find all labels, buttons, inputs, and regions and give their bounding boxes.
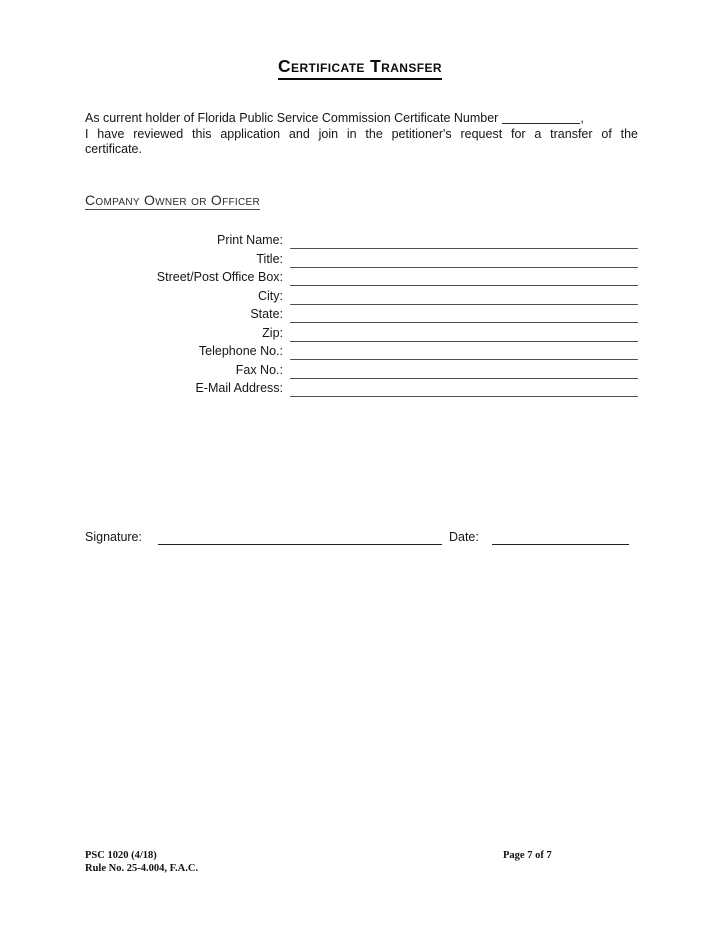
footer-form-number: PSC 1020 (4/18)	[85, 850, 157, 861]
field-label-state: State:	[250, 307, 283, 322]
signature-label: Signature:	[85, 530, 142, 544]
field-line-street-post-office-box[interactable]	[290, 268, 638, 286]
footer-rule-number: Rule No. 25-4.004, F.A.C.	[85, 863, 199, 874]
page-title: Certificate Transfer	[278, 56, 442, 80]
field-label-print-name: Print Name:	[217, 233, 283, 248]
form-fields	[85, 231, 638, 397]
signature-line[interactable]	[158, 529, 442, 545]
title-row	[0, 56, 720, 80]
intro-paragraph	[85, 111, 638, 158]
intro-line-1-comma: ,	[580, 111, 584, 125]
field-line-zip[interactable]	[290, 323, 638, 341]
intro-line-1	[85, 111, 638, 127]
field-label-title: Title:	[256, 251, 283, 266]
field-row-city	[85, 286, 638, 304]
field-row-zip	[85, 323, 638, 341]
field-line-print-name[interactable]	[290, 231, 638, 249]
field-label-city: City:	[258, 288, 283, 303]
field-label-e-mail-address: E-Mail Address:	[195, 380, 283, 395]
certificate-number-blank[interactable]	[502, 121, 580, 124]
intro-line-1-text: As current holder of Florida Public Service Commission Certificate Number	[85, 111, 499, 125]
field-row-telephone-no	[85, 342, 638, 360]
intro-line-3: certificate.	[85, 142, 142, 157]
field-row-street-post-office-box	[85, 268, 638, 286]
field-label-telephone-no: Telephone No.:	[198, 344, 283, 359]
field-line-title[interactable]	[290, 249, 638, 267]
field-line-city[interactable]	[290, 286, 638, 304]
field-row-state	[85, 305, 638, 323]
section-heading-company-owner: Company Owner or Officer	[85, 192, 261, 208]
intro-line-2: I have reviewed this application and join in the petitioner's request for a transfer of the	[85, 126, 638, 141]
field-line-state[interactable]	[290, 305, 638, 323]
date-line[interactable]	[492, 529, 629, 545]
footer-page-indicator: Page 7 of 7	[503, 850, 552, 861]
field-row-print-name	[85, 231, 638, 249]
signature-row	[85, 529, 636, 545]
field-row-title	[85, 249, 638, 267]
field-line-fax-no[interactable]	[290, 360, 638, 378]
date-label: Date:	[448, 530, 479, 544]
field-label-zip: Zip:	[262, 325, 283, 340]
field-row-fax-no	[85, 360, 638, 378]
field-row-e-mail-address	[85, 379, 638, 397]
field-label-street-post-office-box: Street/Post Office Box:	[156, 270, 283, 285]
field-line-e-mail-address[interactable]	[290, 379, 638, 397]
field-label-fax-no: Fax No.:	[235, 362, 283, 377]
field-line-telephone-no[interactable]	[290, 342, 638, 360]
footer-left	[85, 849, 198, 875]
